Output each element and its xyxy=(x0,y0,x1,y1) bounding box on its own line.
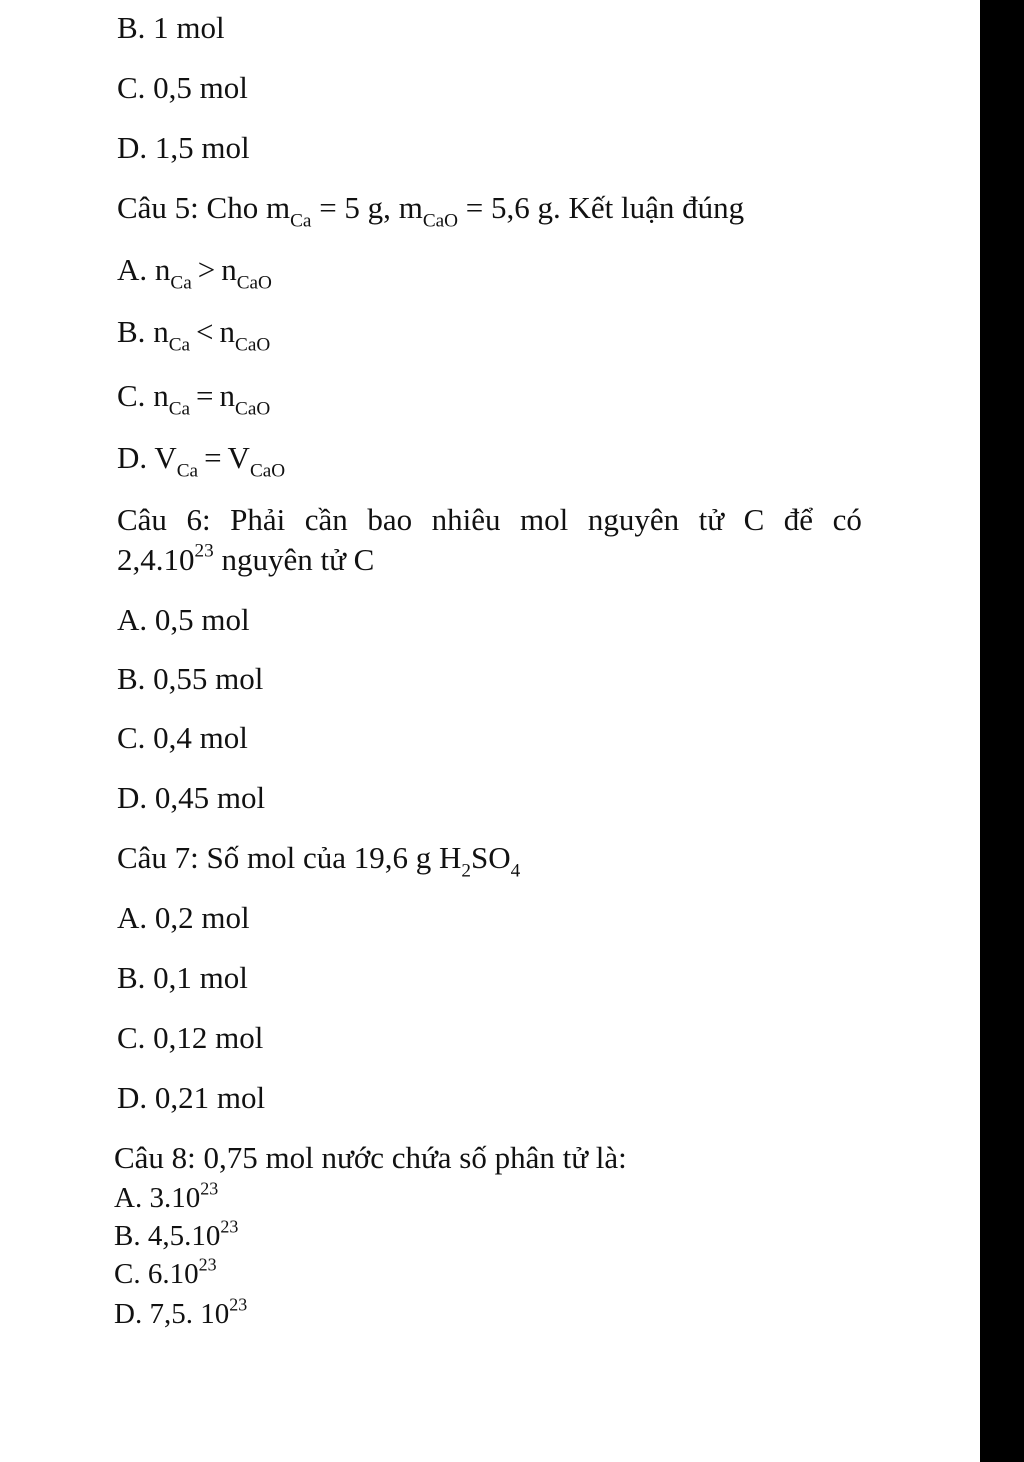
q7-option-a: A. 0,2 mol xyxy=(117,900,250,935)
q5-option-c: C. $n_{Ca} = n_{CaO}$ xyxy=(117,378,271,420)
q6-question-line2: 2,4.10$^{23}$ nguyên tử C xyxy=(117,540,375,577)
q8-option-c: C. 6.10$^{23}$ xyxy=(114,1254,217,1290)
q6-option-a: A. 0,5 mol xyxy=(117,602,250,637)
q7-option-d: D. 0,21 mol xyxy=(117,1080,266,1115)
q4-option-c: C. 0,5 mol xyxy=(117,70,248,105)
q6-option-c: C. 0,4 mol xyxy=(117,720,248,755)
q5-option-b: B. $n_{Ca} < n_{CaO}$ xyxy=(117,314,271,356)
q8-option-b: B. 4,5.10$^{23}$ xyxy=(114,1216,239,1252)
q6-option-b: B. 0,55 mol xyxy=(117,661,264,696)
q7-option-c: C. 0,12 mol xyxy=(117,1020,264,1055)
q7-question: Câu 7: Số mol của 19,6 g $H_2SO_4$ xyxy=(117,840,521,882)
right-edge-bar xyxy=(980,0,1024,1462)
q6-option-d: D. 0,45 mol xyxy=(117,780,266,815)
q8-question: Câu 8: 0,75 mol nước chứa số phân tử là: xyxy=(114,1140,627,1175)
q8-option-a: A. 3.10$^{23}$ xyxy=(114,1178,219,1214)
q6-question-line1: Câu 6: Phải cần bao nhiêu mol nguyên tử C để có xyxy=(117,502,862,537)
q7-option-b: B. 0,1 mol xyxy=(117,960,248,995)
q8-option-d: D. 7,5. $10^{23}$ xyxy=(114,1294,248,1330)
q5-option-a: A. $n_{Ca} > n_{CaO}$ xyxy=(117,252,272,294)
q4-option-d: D. 1,5 mol xyxy=(117,130,250,165)
q5-question: Câu 5: Cho $m_{Ca} = 5$ g, $m_{CaO} = 5,6$ g. Kết luận đúng xyxy=(117,190,745,232)
q5-option-d: D. $V_{Ca} = V_{CaO}$ xyxy=(117,440,286,482)
q4-option-b: B. 1 mol xyxy=(117,10,225,45)
